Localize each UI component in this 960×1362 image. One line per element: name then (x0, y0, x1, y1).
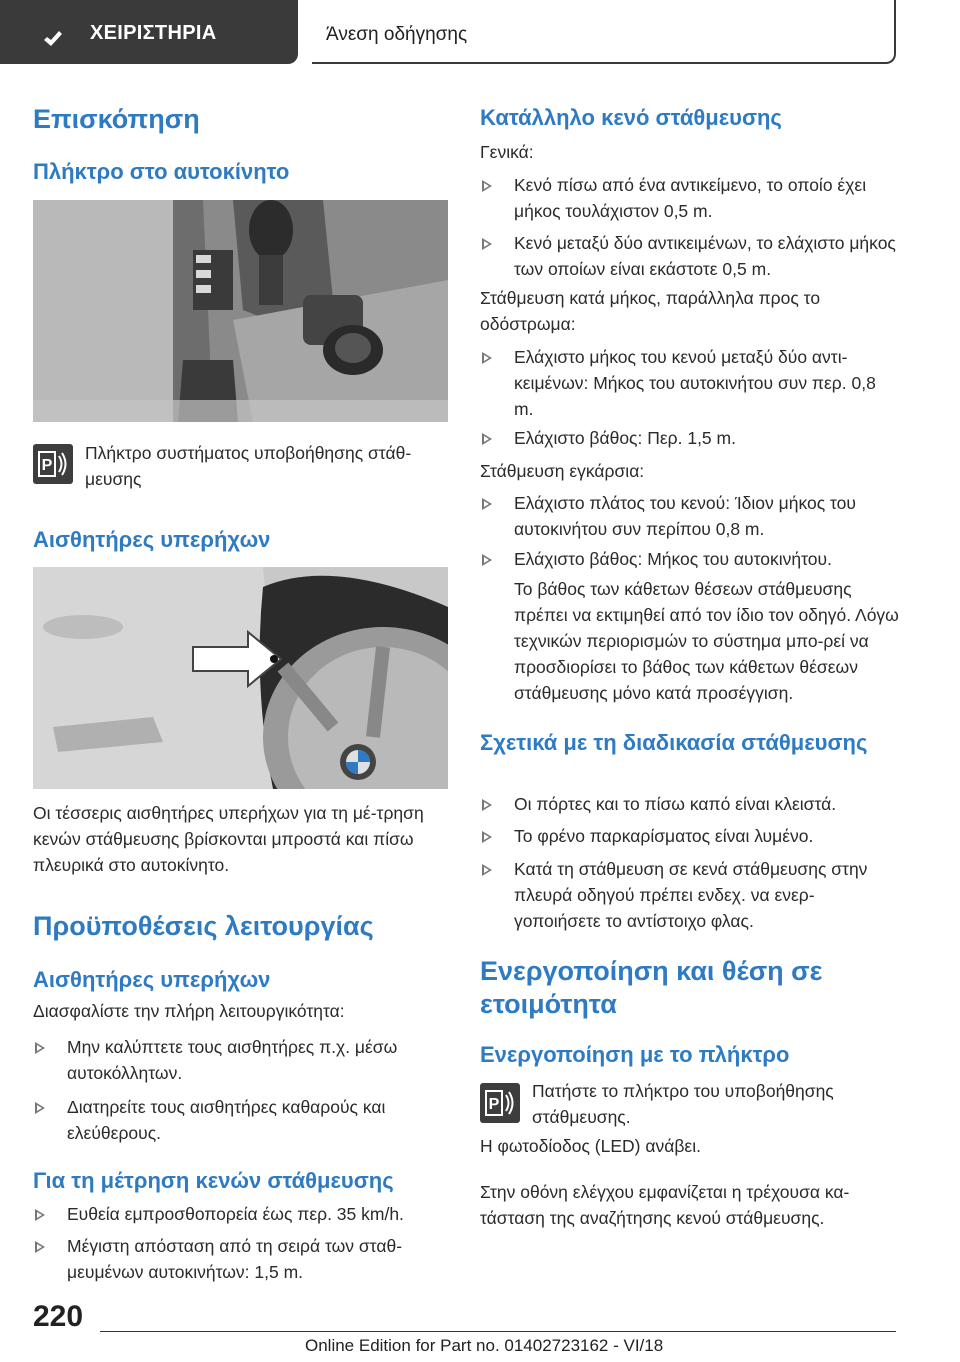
led-text: Η φωτοδίοδος (LED) ανάβει. (480, 1136, 701, 1156)
activation-button-subtitle: Ενεργοποίηση με το πλήκτρο (480, 1042, 790, 1067)
list-item: Ελάχιστο μήκος του κενού μεταξύ δύο αντι‐κειμένων: Μήκος του αυτοκινήτου συν περ. 0,8 m. (480, 344, 900, 422)
header-section-tab (312, 0, 896, 64)
parallel-parking-label: Στάθμευση κατά μήκος, παράλληλα προς το οδόστρωμα: (480, 288, 821, 334)
list-item: Ευθεία εμπροσθοπορεία έως περ. 35 km/h. (33, 1201, 448, 1227)
ultrasonic-sensors-subtitle-2: Αισθητήρες υπερήχων (33, 967, 271, 992)
bullet-triangle-icon (482, 180, 492, 192)
center-console-photo (33, 200, 448, 422)
list-item: Ελάχιστο βάθος: Μήκος του αυτοκινήτου. (480, 546, 900, 572)
ultrasonic-sensors-subtitle: Αισθητήρες υπερήχων (33, 527, 271, 552)
button-in-car-subtitle: Πλήκτρο στο αυτοκίνητο (33, 159, 290, 184)
bullet-triangle-icon (482, 498, 492, 510)
svg-text:P: P (41, 457, 53, 474)
bullet-triangle-icon (35, 1102, 45, 1114)
manual-label: ΧΕΙΡΙΣΤΗΡΙΑ (90, 22, 217, 44)
list-item: Οι πόρτες και το πίσω καπό είναι κλειστά. (480, 791, 900, 817)
activation-instruction: Πατήστε το πλήκτρο του υποβοήθησης στάθμευσης. (532, 1081, 834, 1127)
perpendicular-parking-label: Στάθμευση εγκάρσια: (480, 461, 645, 481)
button-caption: Πλήκτρο συστήματος υποβοήθησης στάθ‐μευσης (85, 443, 412, 489)
list-item: Ελάχιστο πλάτος του κενού: Ίδιον μήκος του αυτοκινήτου συν περίπου 0,8 m. (480, 490, 900, 542)
suitable-gap-subtitle: Κατάλληλο κενό στάθμευσης (480, 105, 782, 130)
list-item: Το φρένο παρκαρίσματος είναι λυμένο. (480, 823, 900, 849)
list-item: Μέγιστη απόσταση από τη σειρά των σταθ‐μευμένων αυτοκινήτων: 1,5 m. (33, 1233, 448, 1285)
svg-text:P: P (488, 1096, 500, 1113)
conditions-title: Προϋποθέσεις λειτουργίας (33, 911, 374, 941)
procedure-subtitle: Σχετικά με τη διαδικασία στάθμευσης (480, 730, 868, 755)
list-item: Κενό μεταξύ δύο αντικειμένων, το ελάχιστο μήκος των οποίων είναι εκάστοτε 0,5 m. (480, 230, 900, 282)
list-item: Διατηρείτε τους αισθητήρες καθαρούς και ελεύθερους. (33, 1094, 448, 1146)
bullet-triangle-icon (482, 831, 492, 843)
activation-title: Ενεργοποίηση και θέση σε ετοιμότητα (480, 956, 823, 1019)
edition-text: Online Edition for Part no. 01402723162 - VI/18 (305, 1336, 664, 1355)
parking-assist-button-icon (33, 444, 73, 484)
bullet-triangle-icon (482, 352, 492, 364)
list-item: Ελάχιστο βάθος: Περ. 1,5 m. (480, 425, 900, 451)
parking-assist-button-icon (480, 1083, 520, 1123)
bullet-triangle-icon (482, 433, 492, 445)
measure-gaps-subtitle: Για τη μέτρηση κενών στάθμευσης (33, 1168, 394, 1193)
bullet-triangle-icon (35, 1209, 45, 1221)
bullet-triangle-icon (482, 554, 492, 566)
list-item: Μην καλύπτετε τους αισθητήρες π.χ. μέσω αυτοκόλλητων. (33, 1034, 448, 1086)
display-status-text: Στην οθόνη ελέγχου εμφανίζεται η τρέχουσα κα‐τάσταση της αναζήτησης κενού στάθμευσης. (480, 1182, 850, 1228)
perpendicular-note: Το βάθος των κάθετων θέσεων στάθμευσης πρέπει να εκτιμηθεί από τον ίδιο τον οδηγό. Λόγω τεχνικών περιορισμών το σύστημα μπο‐ρεί να προσδιορίσει το βάθος των κάθετων θέσεων στάθμευσης μόνο κατά προσέγγιση. (514, 579, 899, 703)
page-number: 220 (33, 1300, 84, 1333)
list-item: Κατά τη στάθμευση σε κενά στάθμευσης στην πλευρά οδηγού πρέπει ενδεχ. να ενερ‐γοποιήσετε το αντίστοιχο φλας. (480, 856, 900, 934)
bullet-triangle-icon (35, 1241, 45, 1253)
bullet-triangle-icon (482, 864, 492, 876)
bullet-triangle-icon (35, 1042, 45, 1054)
section-label: Άνεση οδήγησης (326, 24, 468, 45)
header-manual-tab (0, 0, 298, 64)
list-item: Κενό πίσω από ένα αντικείμενο, το οποίο έχει μήκος τουλάχιστον 0,5 m. (480, 172, 900, 224)
hand-pointer-icon (40, 26, 66, 52)
bullet-triangle-icon (482, 238, 492, 250)
general-label: Γενικά: (480, 142, 534, 162)
wheel-sensor-photo (33, 567, 448, 789)
footer-divider (100, 1331, 896, 1332)
conditions-intro: Διασφαλίστε την πλήρη λειτουργικότητα: (33, 1001, 345, 1021)
bullet-triangle-icon (482, 799, 492, 811)
sensors-description: Οι τέσσερις αισθητήρες υπερήχων για τη μέ‐τρηση κενών στάθμευσης βρίσκονται μπροστά και πίσω πλευρικά στο αυτοκίνητο. (33, 803, 424, 875)
overview-title: Επισκόπηση (33, 104, 200, 134)
